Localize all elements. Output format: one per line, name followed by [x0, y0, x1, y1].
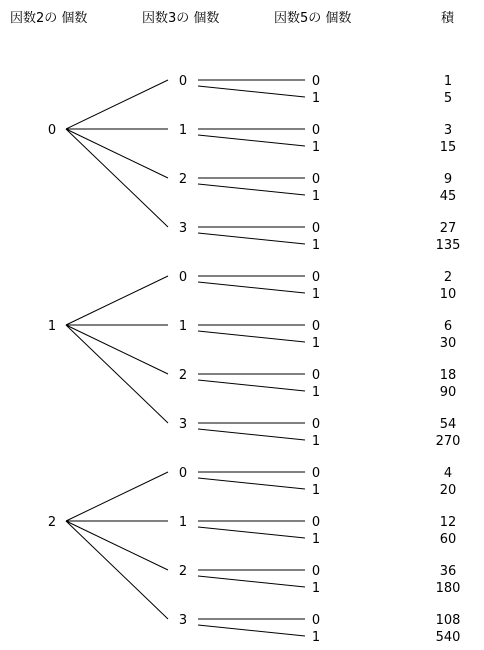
factor3-count-label: 3	[178, 417, 188, 432]
edge-factor3-to-factor5	[198, 86, 305, 97]
product-value: 15	[439, 140, 457, 155]
product-value: 180	[435, 581, 461, 596]
factor3-count-label: 1	[178, 515, 188, 530]
factor5-count-label: 1	[311, 434, 321, 449]
product-value: 30	[439, 336, 457, 351]
factor5-count-label: 1	[311, 630, 321, 645]
edge-factor3-to-factor5	[198, 380, 305, 391]
factor2-count-label: 0	[47, 123, 57, 138]
edge-factor3-to-factor5	[198, 625, 305, 636]
product-value: 108	[435, 613, 461, 628]
factor5-count-label: 0	[311, 368, 321, 383]
edge-factor2-to-factor3	[66, 472, 168, 521]
factor5-count-label: 0	[311, 172, 321, 187]
product-value: 45	[439, 189, 457, 204]
edge-factor2-to-factor3	[66, 325, 168, 423]
product-value: 54	[439, 417, 457, 432]
edge-factor3-to-factor5	[198, 527, 305, 538]
factor3-count-label: 0	[178, 270, 188, 285]
edge-factor3-to-factor5	[198, 331, 305, 342]
product-value: 4	[443, 466, 453, 481]
factor5-count-label: 1	[311, 91, 321, 106]
factor5-count-label: 1	[311, 140, 321, 155]
edge-factor3-to-factor5	[198, 135, 305, 146]
factor5-count-label: 0	[311, 270, 321, 285]
product-value: 9	[443, 172, 453, 187]
product-value: 3	[443, 123, 453, 138]
factor3-count-label: 0	[178, 74, 188, 89]
factor5-count-label: 1	[311, 581, 321, 596]
factor5-count-label: 1	[311, 385, 321, 400]
factor3-count-label: 2	[178, 564, 188, 579]
factor5-count-label: 0	[311, 74, 321, 89]
edge-factor2-to-factor3	[66, 521, 168, 570]
product-value: 540	[435, 630, 461, 645]
product-value: 36	[439, 564, 457, 579]
product-value: 270	[435, 434, 461, 449]
factor5-count-label: 1	[311, 189, 321, 204]
edge-factor2-to-factor3	[66, 80, 168, 129]
product-value: 5	[443, 91, 453, 106]
edge-factor3-to-factor5	[198, 576, 305, 587]
factor5-count-label: 1	[311, 287, 321, 302]
edge-factor3-to-factor5	[198, 184, 305, 195]
product-value: 20	[439, 483, 457, 498]
product-value: 12	[439, 515, 457, 530]
edge-factor3-to-factor5	[198, 478, 305, 489]
factor5-count-label: 0	[311, 221, 321, 236]
product-value: 60	[439, 532, 457, 547]
edge-factor2-to-factor3	[66, 521, 168, 619]
product-value: 18	[439, 368, 457, 383]
factor3-count-label: 0	[178, 466, 188, 481]
header-product: 積	[441, 11, 455, 26]
product-value: 1	[443, 74, 453, 89]
product-value: 27	[439, 221, 457, 236]
factor5-count-label: 0	[311, 319, 321, 334]
factor5-count-label: 0	[311, 123, 321, 138]
header-factor3-count: 因数3の 個数	[142, 11, 220, 26]
factor3-count-label: 2	[178, 368, 188, 383]
factor5-count-label: 0	[311, 613, 321, 628]
factor5-count-label: 0	[311, 564, 321, 579]
header-factor5-count: 因数5の 個数	[274, 11, 352, 26]
edge-factor3-to-factor5	[198, 282, 305, 293]
factor5-count-label: 1	[311, 336, 321, 351]
factor3-count-label: 3	[178, 221, 188, 236]
edge-factor3-to-factor5	[198, 429, 305, 440]
factor3-count-label: 2	[178, 172, 188, 187]
edge-factor2-to-factor3	[66, 276, 168, 325]
factor5-count-label: 0	[311, 515, 321, 530]
factor5-count-label: 1	[311, 238, 321, 253]
factor2-count-label: 1	[47, 319, 57, 334]
edge-factor2-to-factor3	[66, 325, 168, 374]
product-value: 90	[439, 385, 457, 400]
edge-factor2-to-factor3	[66, 129, 168, 178]
product-value: 2	[443, 270, 453, 285]
product-value: 10	[439, 287, 457, 302]
factor2-count-label: 2	[47, 515, 57, 530]
edge-factor2-to-factor3	[66, 129, 168, 227]
header-factor2-count: 因数2の 個数	[10, 11, 88, 26]
factor5-count-label: 0	[311, 466, 321, 481]
factor5-count-label: 1	[311, 532, 321, 547]
product-value: 6	[443, 319, 453, 334]
factor5-count-label: 1	[311, 483, 321, 498]
factor3-count-label: 1	[178, 123, 188, 138]
factor5-count-label: 0	[311, 417, 321, 432]
product-value: 135	[435, 238, 461, 253]
edge-factor3-to-factor5	[198, 233, 305, 244]
factor3-count-label: 1	[178, 319, 188, 334]
factor3-count-label: 3	[178, 613, 188, 628]
